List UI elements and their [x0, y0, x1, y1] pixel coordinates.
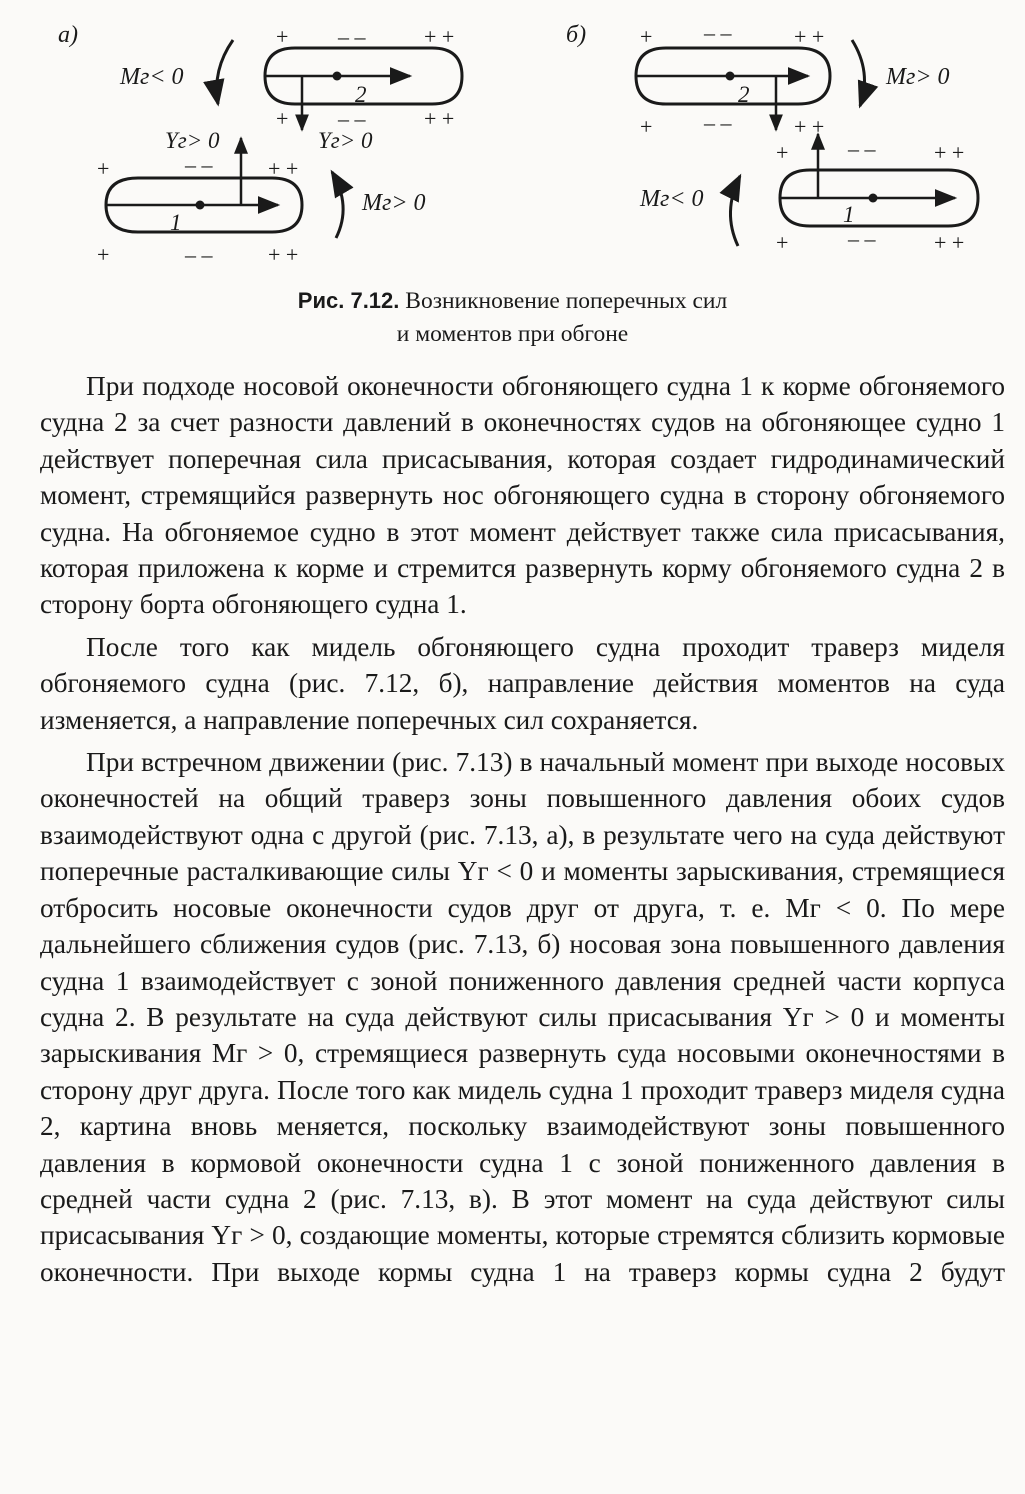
paragraph: При встречном движении (рис. 7.13) в начальный момент при выходе носовых оконечностей на общий траверз зоны повышенного давления обоих судов взаимодействуют одна с другой (рис. 7.13, а), в результате чего на суда действуют поперечные расталкивающие силы Yг < 0 и моменты зарыскивания, стремящиеся отбросить носовые оконечности судов друг от друга, т. е. Mг < 0. По мере дальнейшего сближения судов (рис. 7.13, б) носовая зона повышенного давления судна 1 взаимодействует с зоной пониженного давления средней части корпуса судна 2. В результате на суда действуют силы присасывания Yг > 0 и моменты зарыскивания Mг > 0, стремящиеся развернуть суда носовыми оконечностями в сторону друг друга. После того как мидель судна 1 проходит траверз миделя судна 2, картина вновь меняется, поскольку взаимодействуют зоны повышенного давления в кормовой оконечности судна 1 с зоной пониженного давления в средней части судна 2 (рис. 7.13, в). В этот момент на суда действуют силы присасывания Yг > 0, создающие моменты, которые стремятся сблизить кормовые оконечности. При выходе кормы судна 1 на траверз кормы судна 2 будут: [40, 747, 1005, 1287]
pressure-sign: +: [640, 114, 653, 139]
pressure-sign: +: [776, 140, 789, 165]
caption-line-1: [0, 284, 1025, 318]
force-label: Yг> 0: [165, 128, 220, 153]
ship-number: 1: [170, 210, 182, 235]
panel-b-label: б): [566, 22, 587, 48]
pressure-sign: – –: [338, 106, 366, 131]
paragraph: При подходе носовой оконечности обгоняющего судна 1 к корме обгоняемого судна 2 за счет разности давлений в оконечностях судов на обгоняющее судно 1 действует поперечная сила присасывания, которая создает гидродинамический момент, стремящийся развернуть нос обгоняющего судна в сторону обгоняемого судна. На обгоняемое судно в этот момент действует также сила присасывания, которая приложена к корме и стремится развернуть корму обгоняемого судна 2 в сторону борта обгоняющего судна 1.: [40, 371, 1005, 620]
pressure-sign: +: [276, 106, 289, 131]
caption-title: Возникновение поперечных сил: [405, 288, 728, 314]
figure-7-12: [0, 0, 1025, 290]
pressure-sign: – –: [338, 24, 366, 49]
moment-arrow: [332, 172, 343, 238]
pressure-sign: – –: [704, 110, 732, 135]
moment-arrow: [730, 176, 740, 246]
moment-label: Mг< 0: [640, 186, 704, 212]
moment-arrow: [852, 40, 865, 106]
pressure-sign: – –: [848, 136, 876, 161]
pressure-sign: – –: [185, 152, 213, 177]
pressure-sign: + +: [268, 156, 299, 181]
pressure-sign: +: [776, 230, 789, 255]
ship-number: 2: [355, 82, 367, 107]
caption-label: Рис. 7.12.: [297, 288, 400, 313]
body-text: [40, 368, 1005, 1296]
caption-line-2: и моментов при обгоне: [396, 321, 629, 347]
pressure-sign: + +: [934, 230, 965, 255]
ship-number: 2: [738, 82, 750, 107]
pressure-sign: – –: [848, 226, 876, 251]
pressure-sign: – –: [704, 20, 732, 45]
pressure-sign: + +: [794, 114, 825, 139]
pressure-sign: + +: [934, 140, 965, 165]
pressure-sign: – –: [185, 242, 213, 267]
ship-number: 1: [843, 202, 855, 227]
pressure-sign: +: [97, 156, 110, 181]
moment-arrow: [217, 40, 233, 104]
pressure-sign: + +: [268, 242, 299, 267]
pressure-sign: + +: [424, 24, 455, 49]
moment-label: Mг> 0: [362, 190, 426, 216]
figure-svg: [0, 0, 1025, 290]
pressure-sign: +: [276, 24, 289, 49]
pressure-sign: +: [97, 242, 110, 267]
figure-caption: [0, 284, 1025, 351]
paragraph: После того как мидель обгоняющего судна проходит траверз миделя обгоняемого судна (рис. 7.12, б), направление действия моментов на суда изменяется, а направление поперечных сил сохраняется.: [40, 631, 1005, 735]
pressure-sign: + +: [794, 24, 825, 49]
force-label: Yг> 0: [318, 128, 373, 153]
pressure-sign: + +: [424, 106, 455, 131]
pressure-sign: +: [640, 24, 653, 49]
panel-a-label: а): [58, 22, 78, 48]
moment-label: Mг< 0: [120, 64, 184, 90]
moment-label: Mг> 0: [886, 64, 950, 90]
